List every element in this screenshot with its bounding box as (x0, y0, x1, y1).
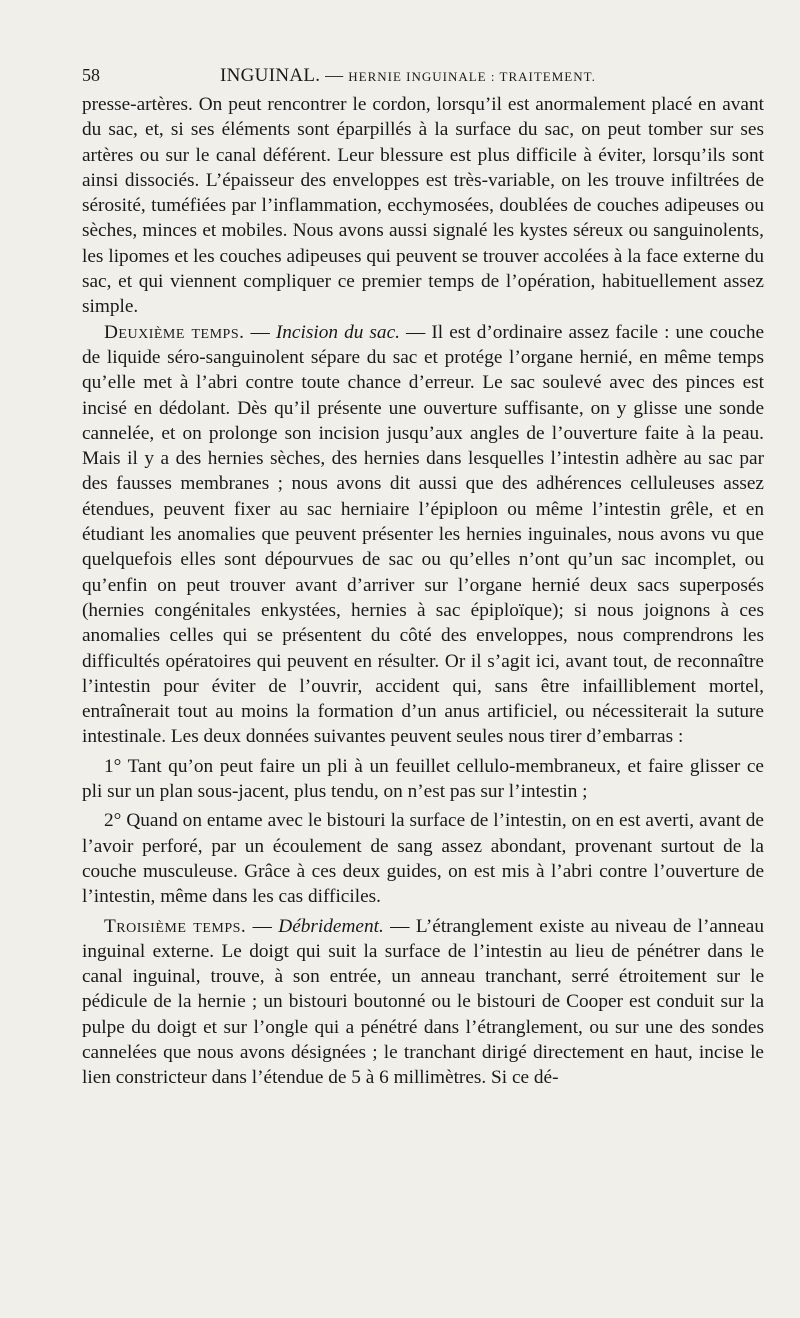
section-label: Troisième temps. (104, 915, 247, 937)
section-title: Incision du sac. (275, 321, 400, 343)
running-head-subtitle: HERNIE INGUINALE : TRAITEMENT. (348, 69, 596, 84)
dash: — (244, 321, 276, 343)
section-title: Débridement. (278, 915, 384, 937)
section-label: Deuxième temps. (104, 321, 245, 343)
running-head-main: INGUINAL. (220, 65, 321, 86)
paragraph-text: Il est d’ordinaire assez facile : une couche de liquide séro-sanguinolent sépare du sac et protége l’organe hernié, en même temps qu’elle met à l’abri contre toute chance d’erreur. Le sac soulevé avec des pinces est incisé en dédolant. Dès qu’il présente une ouverture suffisante, on y glisse une sonde cannelée, et on prolonge son incision jusqu’aux angles de l’ouverture faite à la peau. Mais il y a des hernies sèches, des hernies dans lesquelles l’intestin adhère au sac par des fausses membranes ; nous avons dit aussi que des adhérences celluleuses assez étendues, peuvent fixer au sac herniaire l’épiploon ou même l’intestin grêle, et en étudiant les anomalies que peuvent présenter les hernies inguinales, nous avons vu que quelquefois elles sont dépourvues de sac ou qu’elles n’ont qu’un sac incomplet, ou qu’enfin on peut trouver avant d’arriver sur l’organe hernié deux sacs superposés (hernies congénitales enkystées, hernies à sac épiploïque); si nous joignons à ces anomalies celles qui se présentent du côté des enveloppes, nous comprendrons les difficultés opératoires qui peuvent en résulter. Or il s’agit ici, avant tout, de reconnaître l’intestin pour éviter de l’ouvrir, accident qui, sans être infailliblement mortel, entraînerait tout au moins la formation d’un anus artificiel, ou nécessiterait la suture intestinale. Les deux données suivantes peuvent seules nous tirer d’embarras : (82, 321, 765, 748)
numbered-point-1: 1° Tant qu’on peut faire un pli à un feuillet cellulo-membraneux, et faire glisser ce pli sur un plan sous-jacent, plus tendu, on n’est pas sur l’intestin ; (82, 755, 764, 803)
dash: — (246, 915, 279, 937)
body-text (82, 92, 764, 1091)
numbered-point-2: 2° Quand on entame avec le bistouri la surface de l’intestin, on en est averti, avant de l’avoir perforé, par un écoulement de sang assez abondant, provenant surtout de la couche musculeuse. Grâce à ces deux guides, on est mis à l’abri contre l’ouverture de l’intestin, même dans les cas difficiles. (82, 810, 764, 908)
page-header (82, 58, 764, 92)
paragraph-text: L’étranglement existe au niveau de l’anneau inguinal externe. Le doigt qui suit la surface de l’intestin au lieu de pénétrer dans le canal inguinal, trouve, à son entrée, un anneau tranchant, serré étroitement sur le pédicule de la hernie ; un bistouri boutonné ou le bistouri de Cooper est conduit sur la pulpe du doigt et sur l’ongle qui a pénétré dans l’étranglement, ou sur une des sondes cannelées que nous avons désignées ; le tranchant dirigé directement en haut, incise le lien constricteur dans l’étendue de 5 à 6 millimètres. Si ce dé- (82, 915, 765, 1089)
paragraph-deuxieme-temps (82, 320, 764, 750)
dash: — (399, 321, 432, 343)
paragraph-continuation: presse-artères. On peut rencontrer le cordon, lorsqu’il est anormalement placé en avant du sac, et, si ses éléments sont éparpillés à la surface du sac, on peut tomber sur ses artères ou sur le canal déférent. Leur blessure est plus difficile à éviter, lorsqu’ils sont ainsi dissociés. L’épaisseur des enveloppes est très-variable, on les trouve infiltrées de sérosité, tuméfiées par l’inflammation, ecchymosées, doublées de couches adipeuses ou sèches, minces et mobiles. Nous avons aussi signalé les kystes séreux ou sanguinolents, les lipomes et les couches adipeuses qui peuvent se trouver accolées à la face externe du sac, et qui viennent compliquer ce premier temps de l’opération, habituellement assez simple. (82, 94, 764, 318)
running-head (220, 58, 596, 94)
running-head-separator: — (320, 65, 349, 85)
page-number: 58 (82, 65, 100, 85)
paragraph-troisieme-temps (82, 914, 764, 1091)
dash: — (383, 915, 416, 937)
